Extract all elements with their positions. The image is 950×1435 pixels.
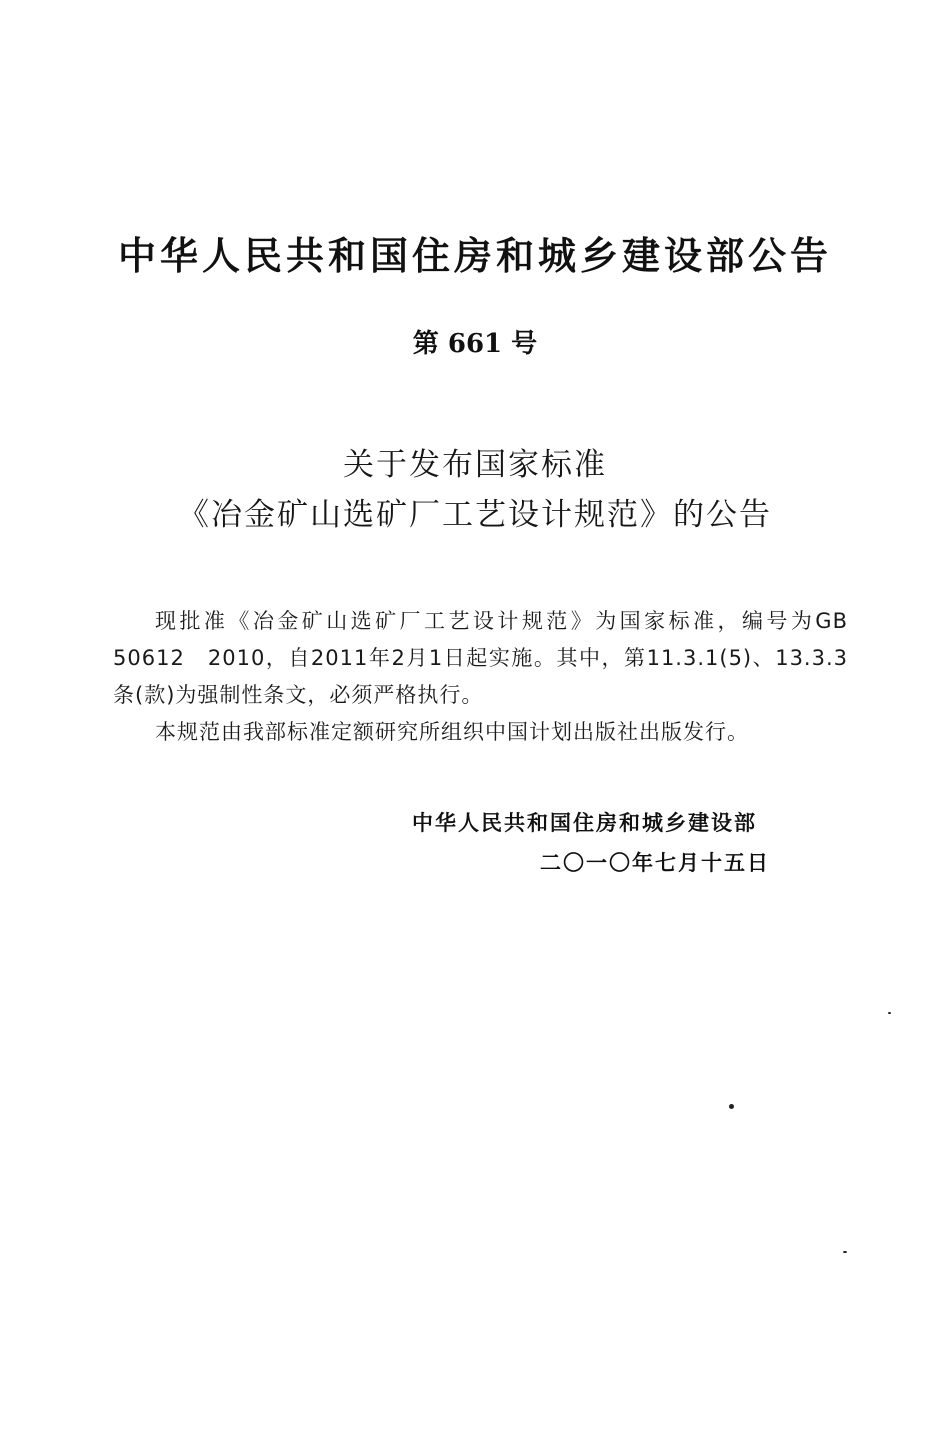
issuer-signature: 中华人民共和国住房和城乡建设部 (412, 811, 757, 835)
issue-date: 二〇一〇年七月十五日 (540, 851, 770, 875)
scan-speck (729, 1104, 734, 1109)
announcement-header-title: 中华人民共和国住房和城乡建设部公告 (117, 234, 832, 278)
body-paragraph-1: 现批准《冶金矿山选矿厂工艺设计规范》为国家标准，编号为GB 50612 2010，自2011年2月1日起实施。其中，第11.3.1(5)、13.3.3条(款)为强制性条文，必须严格执行。 (113, 609, 848, 707)
announcement-body (113, 603, 848, 751)
scan-speck (843, 1251, 847, 1253)
announcement-number: 第 661 号 (412, 329, 538, 359)
body-paragraph-2: 本规范由我部标准定额研究所组织中国计划出版社出版发行。 (155, 720, 749, 744)
scan-speck (888, 1012, 891, 1014)
subject-line-2: 《冶金矿山选矿厂工艺设计规范》的公告 (178, 497, 772, 533)
announcement-subject (0, 440, 950, 540)
subject-line-1: 关于发布国家标准 (343, 447, 607, 483)
